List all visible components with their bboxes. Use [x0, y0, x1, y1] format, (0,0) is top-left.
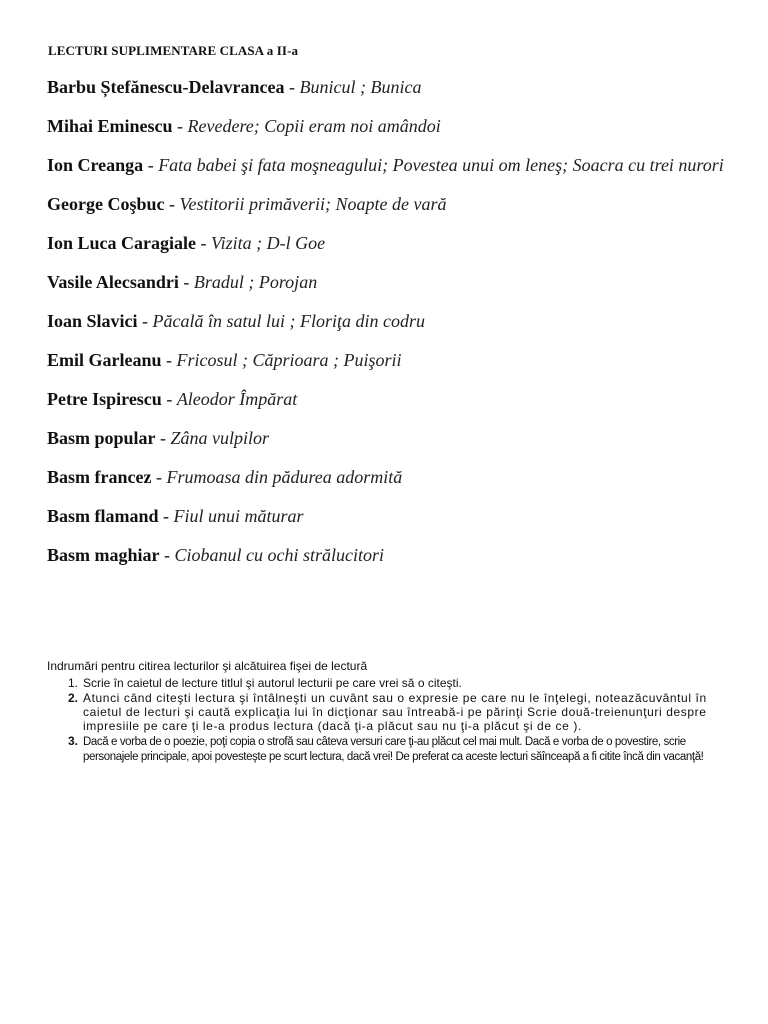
- reading-list: [47, 76, 727, 583]
- reading-guidelines: [47, 659, 727, 765]
- separator: -: [143, 155, 159, 175]
- separator: -: [161, 350, 177, 370]
- step-text: Scrie în caietul de lecture titlul şi autorul lecturii pe care vrei să o citeşti.: [83, 676, 462, 690]
- separator: -: [159, 545, 175, 565]
- guidelines-heading: Indrumări pentru citirea lecturilor şi alcătuirea fişei de lectură: [47, 659, 368, 673]
- step-number: 2.: [68, 691, 79, 705]
- reading-author: Basm francez: [47, 467, 152, 487]
- reading-titles: Frumoasa din pădurea adormită: [166, 467, 403, 487]
- reading-author: Basm maghiar: [47, 545, 160, 565]
- reading-item: [47, 76, 727, 98]
- guideline-step: [47, 691, 727, 733]
- step-number: 3.: [68, 734, 79, 748]
- reading-titles: Fata babei şi fata moşneagului; Povestea unui om leneş; Soacra cu trei nurori: [158, 155, 724, 175]
- reading-titles: Revedere; Copii eram noi amândoi: [187, 116, 441, 136]
- guidelines-steps: [47, 676, 727, 764]
- reading-author: Emil Garleanu: [47, 350, 162, 370]
- reading-item: [47, 427, 727, 449]
- reading-titles: Bradul ; Porojan: [193, 272, 318, 292]
- reading-titles: Ciobanul cu ochi strălucitori: [174, 545, 384, 565]
- reading-author: George Coşbuc: [47, 194, 165, 214]
- reading-author: Ioan Slavici: [47, 311, 138, 331]
- reading-item: [47, 505, 727, 527]
- separator: -: [161, 389, 177, 409]
- reading-item: [47, 388, 727, 410]
- reading-item: [47, 310, 727, 332]
- reading-titles: Aleodor Împărat: [176, 389, 298, 409]
- separator: -: [155, 428, 171, 448]
- separator: -: [151, 467, 167, 487]
- separator: -: [137, 311, 153, 331]
- reading-titles: Vizita ; D-l Goe: [211, 233, 326, 253]
- step-text: Dacă e vorba de o poezie, poţi copia o strofă sau câteva versuri care ţi-au plăcut cel mai mult. Dacă e vorba de o povestire, scrie personajele principale, apoi povesteşte pe scurt lectura, dacă vrei! De preferat ca aceste lecturi săînceapă a fi citite încă din vacanţă!: [83, 736, 704, 763]
- separator: -: [158, 506, 174, 526]
- reading-author: Barbu Ștefănescu-Delavrancea: [47, 77, 285, 97]
- reading-item: [47, 271, 727, 293]
- reading-titles: Fricosul ; Căprioara ; Puişorii: [176, 350, 402, 370]
- reading-titles: Zâna vulpilor: [170, 428, 270, 448]
- separator: -: [164, 194, 180, 214]
- reading-item: [47, 466, 727, 488]
- guideline-step: [47, 676, 727, 690]
- separator: -: [172, 116, 188, 136]
- reading-item: [47, 349, 727, 371]
- reading-item: [47, 154, 727, 176]
- reading-item: [47, 544, 727, 566]
- step-text: Atunci când citeşti lectura şi întâlneşti un cuvânt sau o expresie pe care nu le înţelegi, noteazăcuvântul în caietul de lecturi şi caută explicaţia lui în dicţionar sau întreabă-i pe părinţi Scrie două-treienunţuri despre impresiile pe care ţi le-a produs lectura (dacă ţi-a plăcut sau nu ţi-a plăcut şi de ce ).: [83, 691, 707, 733]
- reading-titles: Fiul unui măturar: [173, 506, 304, 526]
- step-number: 1.: [68, 676, 79, 690]
- reading-titles: Păcală în satul lui ; Floriţa din codru: [152, 311, 426, 331]
- reading-author: Ion Luca Caragiale: [47, 233, 197, 253]
- reading-author: Ion Creanga: [47, 155, 144, 175]
- reading-titles: Vestitorii primăverii; Noapte de vară: [179, 194, 447, 214]
- reading-item: [47, 115, 727, 137]
- reading-author: Petre Ispirescu: [47, 389, 162, 409]
- guideline-step: [47, 734, 727, 764]
- separator: -: [284, 77, 300, 97]
- page-title: LECTURI SUPLIMENTARE CLASA a II-a: [48, 43, 299, 58]
- reading-author: Basm popular: [47, 428, 156, 448]
- reading-author: Basm flamand: [47, 506, 159, 526]
- reading-item: [47, 232, 727, 254]
- reading-author: Vasile Alecsandri: [47, 272, 179, 292]
- reading-author: Mihai Eminescu: [47, 116, 173, 136]
- reading-item: [47, 193, 727, 215]
- separator: -: [178, 272, 194, 292]
- separator: -: [196, 233, 212, 253]
- reading-titles: Bunicul ; Bunica: [299, 77, 422, 97]
